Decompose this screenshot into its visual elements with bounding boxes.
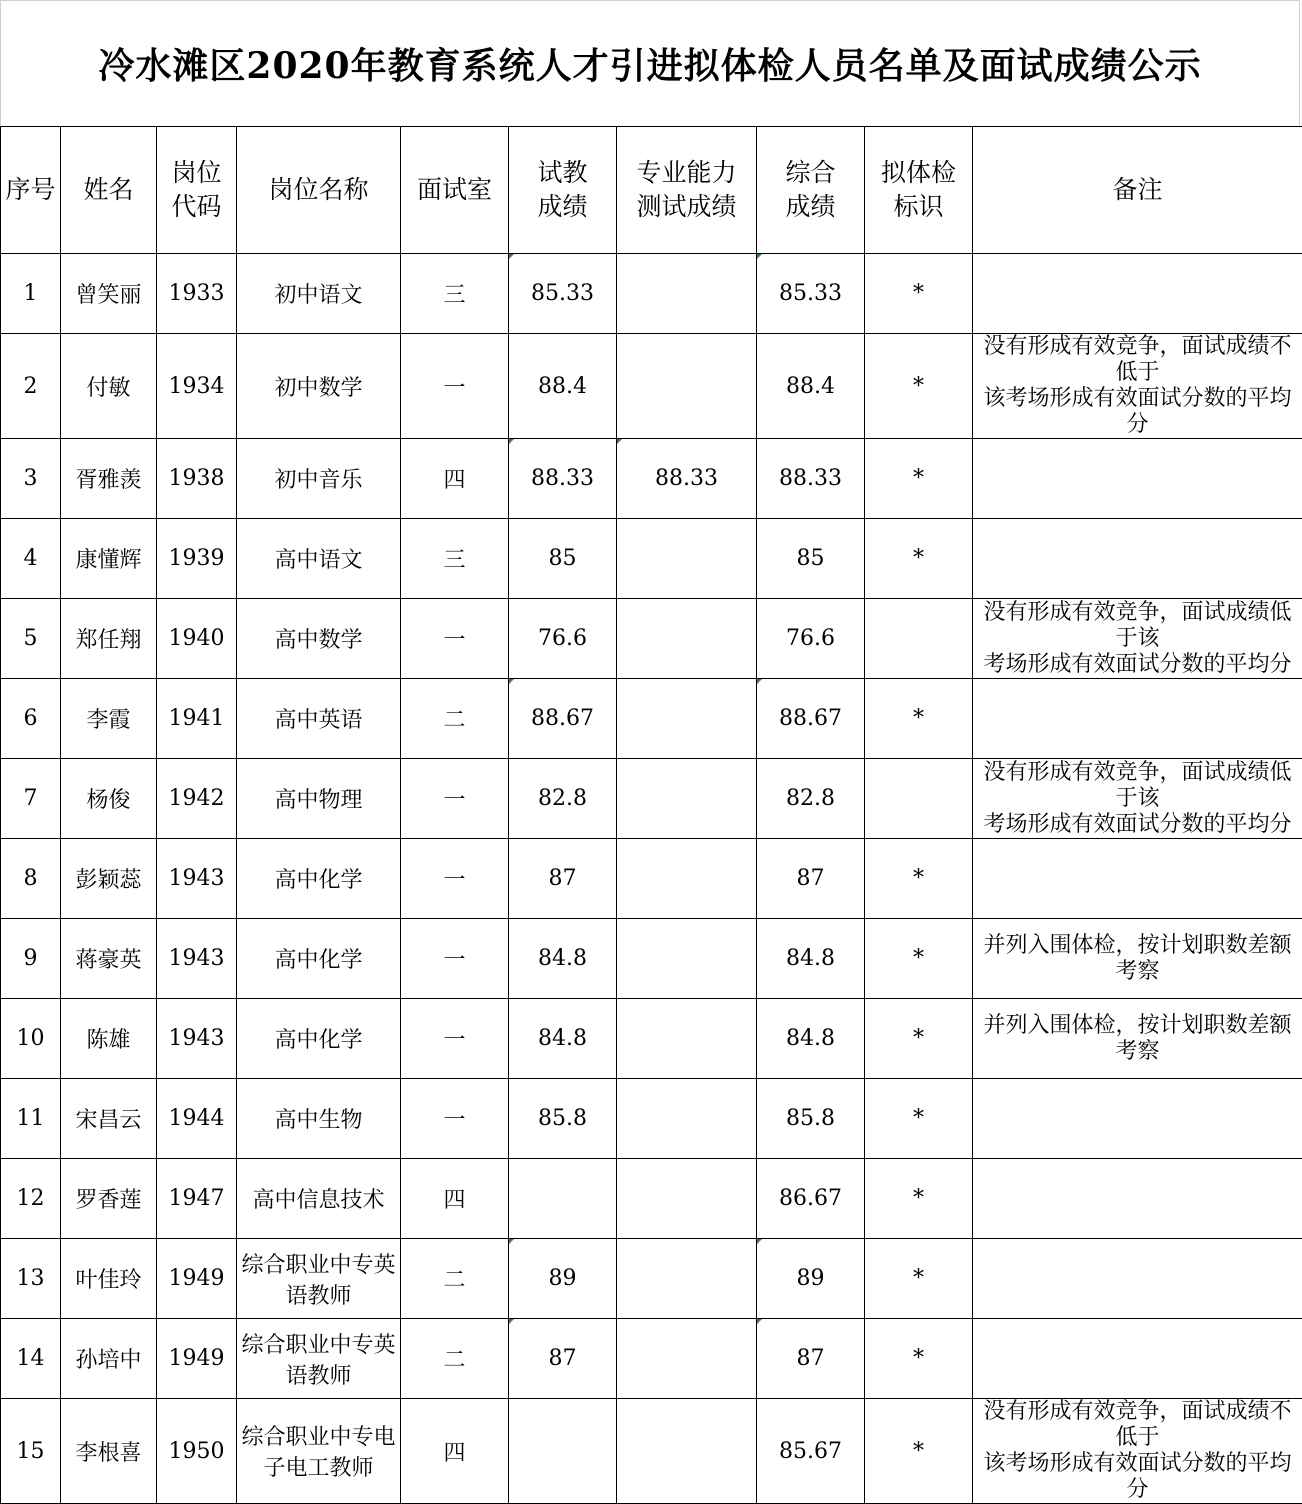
header-position: 岗位名称 <box>237 127 401 254</box>
cell-exam: * <box>865 1159 973 1239</box>
cell-note <box>973 1399 1302 1504</box>
cell-room: 四 <box>401 1159 509 1239</box>
header-exam <box>865 127 973 254</box>
cell-position: 高中物理 <box>237 759 401 839</box>
cell-note <box>973 679 1302 759</box>
cell-skill <box>617 1319 757 1399</box>
table-row <box>1 839 1302 919</box>
cell-trial: 85.8 <box>509 1079 617 1159</box>
cell-name: 李根喜 <box>61 1399 157 1504</box>
cell-total: 86.67 <box>757 1159 865 1239</box>
cell-skill <box>617 334 757 439</box>
cell-position: 高中语文 <box>237 519 401 599</box>
cell-total: 85.8 <box>757 1079 865 1159</box>
cell-total: 89 <box>757 1239 865 1319</box>
cell-name: 陈雄 <box>61 999 157 1079</box>
cell-position: 高中英语 <box>237 679 401 759</box>
header-code <box>157 127 237 254</box>
cell-exam: * <box>865 1319 973 1399</box>
cell-code: 1942 <box>157 759 237 839</box>
cell-name: 曾笑丽 <box>61 254 157 334</box>
cell-skill: 88.33 <box>617 439 757 519</box>
note-line-2: 考场形成有效面试分数的平均分 <box>973 812 1302 838</box>
cell-position: 初中数学 <box>237 334 401 439</box>
header-note: 备注 <box>973 127 1302 254</box>
cell-total: 88.4 <box>757 334 865 439</box>
header-room: 面试室 <box>401 127 509 254</box>
table-row <box>1 1399 1302 1504</box>
cell-room: 三 <box>401 254 509 334</box>
cell-code: 1949 <box>157 1319 237 1399</box>
table-row <box>1 439 1302 519</box>
cell-room: 一 <box>401 1079 509 1159</box>
cell-position: 初中语文 <box>237 254 401 334</box>
cell-name: 宋昌云 <box>61 1079 157 1159</box>
table-row <box>1 599 1302 679</box>
note-line-1: 没有形成有效竞争，面试成绩低于该 <box>973 760 1302 812</box>
cell-trial: 87 <box>509 1319 617 1399</box>
cell-room: 一 <box>401 334 509 439</box>
cell-skill <box>617 759 757 839</box>
cell-trial: 87 <box>509 839 617 919</box>
cell-note <box>973 439 1302 519</box>
cell-exam: * <box>865 999 973 1079</box>
cell-code: 1934 <box>157 334 237 439</box>
table-row <box>1 1079 1302 1159</box>
header-seq: 序号 <box>1 127 61 254</box>
cell-seq: 8 <box>1 839 61 919</box>
cell-room: 四 <box>401 439 509 519</box>
cell-seq: 5 <box>1 599 61 679</box>
cell-name: 李霞 <box>61 679 157 759</box>
header-code-line-2: 代码 <box>157 190 236 224</box>
note-line-2: 该考场形成有效面试分数的平均分 <box>973 1451 1302 1503</box>
cell-total: 87 <box>757 839 865 919</box>
cell-total: 84.8 <box>757 919 865 999</box>
cell-skill <box>617 1079 757 1159</box>
cell-trial: 88.67 <box>509 679 617 759</box>
header-name: 姓名 <box>61 127 157 254</box>
cell-exam: * <box>865 334 973 439</box>
table-row <box>1 759 1302 839</box>
cell-position: 高中生物 <box>237 1079 401 1159</box>
cell-exam: * <box>865 839 973 919</box>
cell-note <box>973 254 1302 334</box>
table-row <box>1 999 1302 1079</box>
cell-room: 一 <box>401 839 509 919</box>
cell-room: 一 <box>401 599 509 679</box>
cell-exam: * <box>865 1239 973 1319</box>
cell-note <box>973 1319 1302 1399</box>
cell-total: 85 <box>757 519 865 599</box>
cell-trial: 84.8 <box>509 919 617 999</box>
header-trial <box>509 127 617 254</box>
cell-exam <box>865 599 973 679</box>
cell-position: 初中音乐 <box>237 439 401 519</box>
note-line-1: 没有形成有效竞争，面试成绩不低于 <box>973 334 1302 386</box>
cell-trial: 85.33 <box>509 254 617 334</box>
cell-trial: 88.33 <box>509 439 617 519</box>
cell-seq: 12 <box>1 1159 61 1239</box>
table-row <box>1 679 1302 759</box>
header-row <box>1 127 1302 254</box>
cell-seq: 2 <box>1 334 61 439</box>
cell-skill <box>617 999 757 1079</box>
cell-exam: * <box>865 519 973 599</box>
header-total <box>757 127 865 254</box>
cell-name: 郑任翔 <box>61 599 157 679</box>
cell-total: 82.8 <box>757 759 865 839</box>
cell-seq: 10 <box>1 999 61 1079</box>
cell-position: 高中化学 <box>237 999 401 1079</box>
cell-position: 高中数学 <box>237 599 401 679</box>
cell-position: 综合职业中专英语教师 <box>237 1239 401 1319</box>
cell-exam: * <box>865 254 973 334</box>
table-row <box>1 1159 1302 1239</box>
cell-total: 76.6 <box>757 599 865 679</box>
cell-name: 康懂辉 <box>61 519 157 599</box>
cell-code: 1950 <box>157 1399 237 1504</box>
cell-name: 蒋豪英 <box>61 919 157 999</box>
cell-note <box>973 1159 1302 1239</box>
cell-total: 88.33 <box>757 439 865 519</box>
cell-note <box>973 999 1302 1079</box>
cell-seq: 4 <box>1 519 61 599</box>
table-row <box>1 334 1302 439</box>
header-trial-line-1: 试教 <box>509 156 616 190</box>
cell-room: 二 <box>401 1239 509 1319</box>
cell-seq: 7 <box>1 759 61 839</box>
cell-note <box>973 599 1302 679</box>
cell-seq: 6 <box>1 679 61 759</box>
cell-skill <box>617 679 757 759</box>
header-exam-line-1: 拟体检 <box>865 156 972 190</box>
cell-trial: 88.4 <box>509 334 617 439</box>
cell-seq: 13 <box>1 1239 61 1319</box>
cell-code: 1940 <box>157 599 237 679</box>
cell-seq: 11 <box>1 1079 61 1159</box>
cell-name: 杨俊 <box>61 759 157 839</box>
cell-code: 1947 <box>157 1159 237 1239</box>
cell-note <box>973 839 1302 919</box>
cell-skill <box>617 1159 757 1239</box>
cell-name: 彭颖蕊 <box>61 839 157 919</box>
table-row <box>1 919 1302 999</box>
cell-note <box>973 334 1302 439</box>
header-total-line-2: 成绩 <box>757 190 864 224</box>
cell-room: 二 <box>401 1319 509 1399</box>
page-title: 冷水滩区2020年教育系统人才引进拟体检人员名单及面试成绩公示 <box>98 38 1201 89</box>
cell-position: 综合职业中专英语教师 <box>237 1319 401 1399</box>
header-trial-line-2: 成绩 <box>509 190 616 224</box>
header-skill <box>617 127 757 254</box>
header-skill-line-1: 专业能力 <box>617 156 756 190</box>
cell-note <box>973 919 1302 999</box>
cell-position: 综合职业中专电子电工教师 <box>237 1399 401 1504</box>
cell-exam: * <box>865 1079 973 1159</box>
cell-position: 高中化学 <box>237 919 401 999</box>
cell-seq: 9 <box>1 919 61 999</box>
cell-seq: 14 <box>1 1319 61 1399</box>
header-exam-line-2: 标识 <box>865 190 972 224</box>
cell-skill <box>617 839 757 919</box>
cell-name: 罗香莲 <box>61 1159 157 1239</box>
cell-note <box>973 1239 1302 1319</box>
cell-trial: 76.6 <box>509 599 617 679</box>
cell-skill <box>617 1399 757 1504</box>
cell-seq: 1 <box>1 254 61 334</box>
cell-code: 1943 <box>157 839 237 919</box>
cell-trial <box>509 1399 617 1504</box>
cell-seq: 15 <box>1 1399 61 1504</box>
cell-exam: * <box>865 439 973 519</box>
cell-trial: 84.8 <box>509 999 617 1079</box>
cell-code: 1943 <box>157 999 237 1079</box>
cell-name: 胥雅羡 <box>61 439 157 519</box>
cell-exam: * <box>865 679 973 759</box>
table-row <box>1 1239 1302 1319</box>
table-row <box>1 519 1302 599</box>
header-code-line-1: 岗位 <box>157 156 236 190</box>
cell-skill <box>617 1239 757 1319</box>
cell-room: 二 <box>401 679 509 759</box>
cell-note <box>973 1079 1302 1159</box>
cell-name: 付敏 <box>61 334 157 439</box>
cell-code: 1949 <box>157 1239 237 1319</box>
cell-exam: * <box>865 919 973 999</box>
cell-room: 四 <box>401 1399 509 1504</box>
cell-trial: 89 <box>509 1239 617 1319</box>
cell-position: 高中信息技术 <box>237 1159 401 1239</box>
note-line-1: 并列入围体检，按计划职数差额考察 <box>973 1013 1302 1065</box>
cell-trial: 85 <box>509 519 617 599</box>
cell-exam <box>865 759 973 839</box>
cell-note <box>973 759 1302 839</box>
cell-skill <box>617 599 757 679</box>
cell-total: 85.67 <box>757 1399 865 1504</box>
cell-code: 1941 <box>157 679 237 759</box>
note-line-1: 并列入围体检，按计划职数差额考察 <box>973 933 1302 985</box>
header-total-line-1: 综合 <box>757 156 864 190</box>
cell-total: 87 <box>757 1319 865 1399</box>
cell-name: 叶佳玲 <box>61 1239 157 1319</box>
cell-code: 1933 <box>157 254 237 334</box>
header-skill-line-2: 测试成绩 <box>617 190 756 224</box>
table-row <box>1 254 1302 334</box>
title-row <box>0 0 1300 126</box>
cell-note <box>973 519 1302 599</box>
table-row <box>1 1319 1302 1399</box>
cell-exam: * <box>865 1399 973 1504</box>
cell-trial <box>509 1159 617 1239</box>
cell-room: 三 <box>401 519 509 599</box>
cell-skill <box>617 919 757 999</box>
results-table <box>0 126 1302 1504</box>
note-line-1: 没有形成有效竞争，面试成绩不低于 <box>973 1399 1302 1451</box>
cell-code: 1944 <box>157 1079 237 1159</box>
cell-room: 一 <box>401 919 509 999</box>
cell-room: 一 <box>401 759 509 839</box>
cell-skill <box>617 519 757 599</box>
cell-total: 84.8 <box>757 999 865 1079</box>
cell-total: 88.67 <box>757 679 865 759</box>
note-line-2: 该考场形成有效面试分数的平均分 <box>973 386 1302 438</box>
cell-code: 1938 <box>157 439 237 519</box>
cell-skill <box>617 254 757 334</box>
cell-position: 高中化学 <box>237 839 401 919</box>
cell-name: 孙培中 <box>61 1319 157 1399</box>
cell-seq: 3 <box>1 439 61 519</box>
cell-code: 1939 <box>157 519 237 599</box>
cell-code: 1943 <box>157 919 237 999</box>
cell-total: 85.33 <box>757 254 865 334</box>
cell-room: 一 <box>401 999 509 1079</box>
note-line-1: 没有形成有效竞争，面试成绩低于该 <box>973 600 1302 652</box>
note-line-2: 考场形成有效面试分数的平均分 <box>973 652 1302 678</box>
cell-trial: 82.8 <box>509 759 617 839</box>
